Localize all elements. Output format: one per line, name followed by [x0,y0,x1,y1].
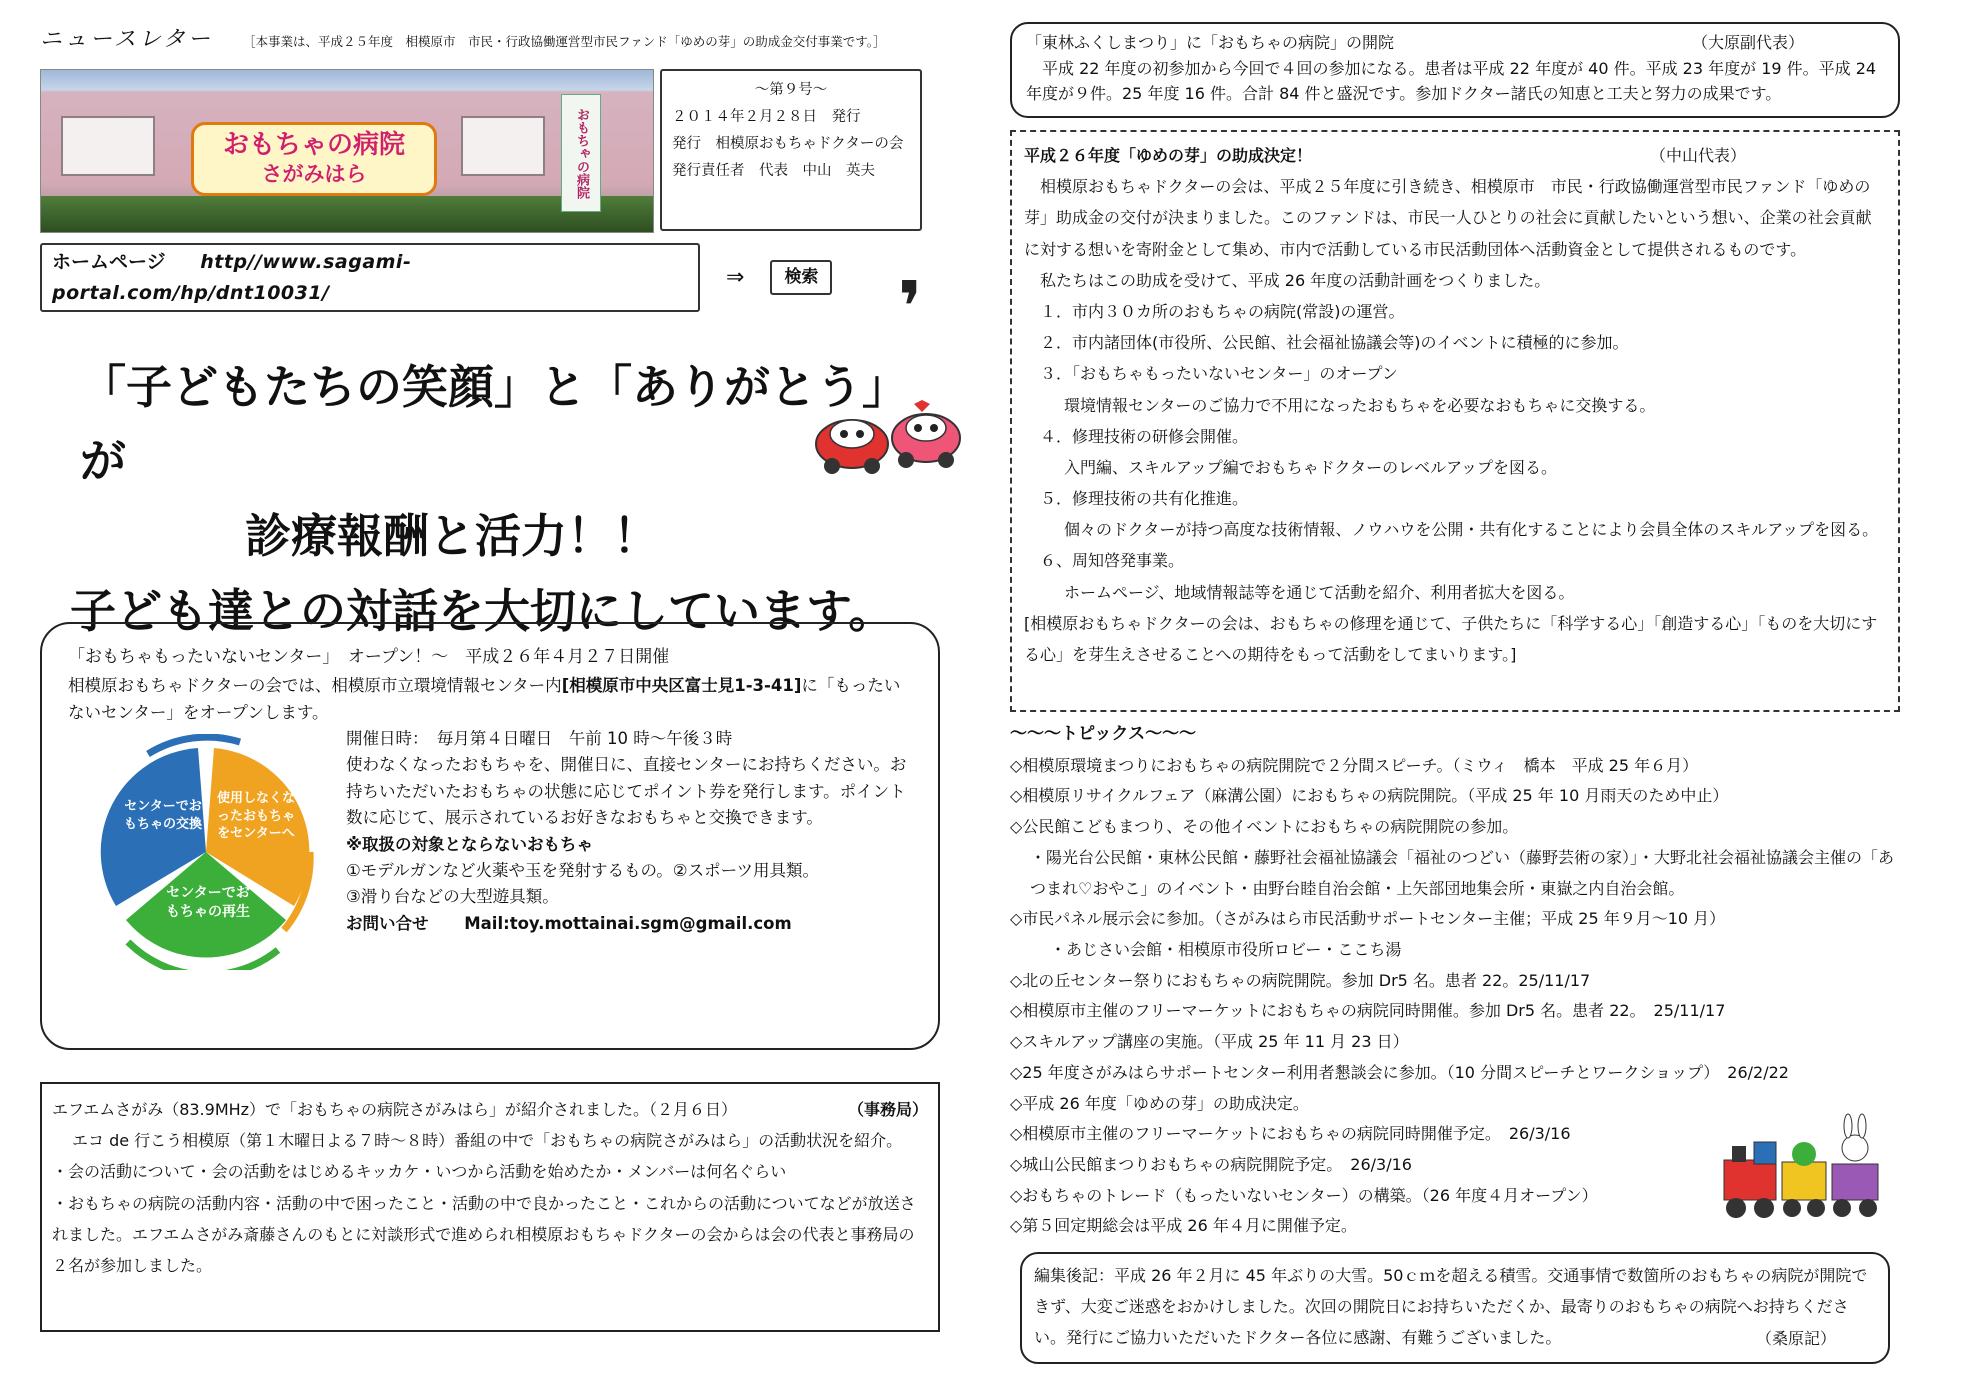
homepage-row [40,243,940,312]
fm-sagami-box [40,1082,940,1332]
mottainai-intro-text-2: に「もったいないセンター」をオープンします。 [68,676,901,722]
mottainai-desc: 使わなくなったおもちゃを、開催日に、直接センターにお持ちください。お持ちいただいたおもちゃの状態に応じてポイント券を発行します。ポイント数に応じて、展示されているお好きなおもちゃと交換できます。 [346,755,907,828]
fm-line-1: エコ de 行こう相模原（第１木曜日よる７時～８時）番組の中で「おもちゃの病院さがみはら」の活動状況を紹介。 [72,1131,903,1151]
topic-item: ◇おもちゃのトレード（もったいないセンター）の構築。（26 年度４月オープン） [1010,1185,1598,1205]
banner-flag-sign: おもちゃの病院 [561,94,601,212]
higashi-body: 平成 22 年度の初参加から今回で４回の参加になる。患者は平成 22 年度が 40 件。平成 23 年度が 19 件。平成 24 年度が９件。25 年度 16 件。合計 84 件と盛況です。参加ドクター諸氏の知恵と工夫と努力の成果です。 [1026,58,1877,104]
yumenome-para-1: 相模原おもちゃドクターの会は、平成２５年度に引き続き、相模原市 市民・行政協働運営型市民ファンド「ゆめの芽」助成金の交付が決まりました。このファンドは、市民一人ひとりの社会に貢献したいという想い、企業の社会貢献に対する想いを寄附金として集め、市内で活動している市民活動団体へ活動資金として提供されるものです。 [1024,177,1872,259]
plan-item-sub: 環境情報センターのご協力で不用になったおもちゃを必要なおもちゃに交換する。 [1064,395,1656,415]
contact-label: お問い合せ [346,913,429,933]
search-button[interactable]: 検索 [770,260,832,295]
topic-item: ◇相模原市主催のフリーマーケットにおもちゃの病院同時開催予定。 26/3/16 [1010,1124,1571,1144]
headline-line-1: 「子どもたちの笑顔」と「ありがとう」が [80,359,908,489]
postscript-text: 編集後記：平成 26 年２月に 45 年ぶりの大雪。50ｃｍを超える積雪。交通事情で数箇所のおもちゃの病院が開院できず、大変ご迷惑をおかけしました。次回の開院日にお持ちいただくか、最寄りのおもちゃの病院へお持ちください。発行にご協力いただいたドクター各位に感謝、有難うございました。 [1034,1266,1868,1348]
cycle-label-orange: 使用しなくなったおもちゃをセンターへ [216,790,295,842]
homepage-box[interactable] [40,243,700,312]
comma-mark-icon: ❜ [898,266,923,348]
plan-item [1024,483,1886,545]
mottainai-center-box [40,622,940,1050]
topic-item: ◇公民館こどもまつり、その他イベントにおもちゃの病院開院の参加。 [1010,817,1519,837]
mottainai-intro-text: 相模原おもちゃドクターの会では、相模原市立環境情報センター内 [68,676,562,696]
building-window [461,116,545,176]
topic-item: ◇第５回定期総会は平成 26 年４月に開催予定。 [1010,1216,1357,1236]
homepage-url[interactable]: http//www.sagami-portal.com/hp/dnt10031/ [52,251,412,304]
mottainai-address: [相模原市中央区富士見1-3-41] [561,676,802,696]
mottainai-intro [68,673,912,726]
issue-publisher: 発行 相模原おもちゃドクターの会 [672,135,904,152]
plan-item-sub: ホームページ、地域情報誌等を通じて活動を紹介、利用者拡大を図る。 [1064,582,1575,602]
yumenome-para-2: 私たちはこの助成を受けて、平成 26 年度の活動計画をつくりました。 [1040,270,1551,290]
plan-item-head: ２．市内諸団体(市役所、公民館、社会福祉協議会等)のイベントに積極的に参加。 [1040,333,1629,353]
banner-photo [40,69,654,233]
toy-cars-illustration [810,392,970,482]
building-window [61,116,155,176]
yumenome-title: 平成２６年度「ゆめの芽」の助成決定！ [1024,146,1313,165]
mottainai-schedule: 開催日時： 毎月第４日曜日 午前 10 時～午後３時 [346,728,733,748]
right-arrow-icon: ⇒ [726,264,745,290]
fm-title: エフエムさがみ（83.9MHz）で「おもちゃの病院さがみはら」が紹介されました。（２月６日） [52,1100,738,1119]
topic-item: ◇スキルアップ講座の実施。（平成 25 年 11 月 23 日） [1010,1032,1409,1052]
issue-editor: 発行責任者 代表 中山 英夫 [672,162,875,179]
toy-train-illustration [1718,1112,1886,1232]
plan-item-sub: 入門編、スキルアップ編でおもちゃドクターのレベルアップを図る。 [1064,457,1557,477]
train-engine-icon [1724,1142,1776,1218]
plan-item [1024,327,1886,358]
topic-item: ◇城山公民館まつりおもちゃの病院開院予定。 26/3/16 [1010,1154,1412,1174]
bunny-car-icon [1832,1114,1878,1217]
masthead [40,22,940,57]
toy-hospital-logo [191,122,437,196]
plan-item-head: ６、周知啓発事業。 [1040,551,1185,571]
plan-item [1024,421,1886,483]
mottainai-body [68,726,912,937]
contact-row [346,911,912,937]
yumenome-closing: [相模原おもちゃドクターの会は、おもちゃの修理を通じて、子供たちに「科学する心」「創造する心」「ものを大切にする心」を芽生えさせることへの期待をもって活動をしてまいります。] [1024,613,1878,664]
topic-item: ◇25 年度さがみはらサポートセンター利用者懇談会に参加。（10 分間スピーチとワークショップ） 26/2/22 [1010,1062,1789,1082]
excluded-item-1: ①モデルガンなど火薬や玉を発射するもの。②スポーツ用具類。 [346,860,819,880]
topic-item: ・あじさい会館・相模原市役所ロビー・ここち湯 [1050,939,1402,959]
fm-line-3: ・おもちゃの病院の活動内容・活動の中で困ったこと・活動の中で良かったこと・これからの活動についてなどが放送されました。エフエムさがみ斎藤さんのもとに対談形式で進められ相模原おもちゃドクターの会からは会の代表と事務局の２名が参加しました。 [52,1193,916,1275]
logo-line-1: おもちゃの病院 [222,130,405,161]
plan-item-sub: 個々のドクターが持つ高度な技術情報、ノウハウを公開・共有化することにより会員全体のスキルアップを図る。 [1064,520,1879,540]
topics-heading: ～～～トピックス～～～ [1010,724,1197,744]
banner-row [40,69,940,233]
postscript-signature: （桑原記） [1755,1328,1836,1348]
excluded-item-2: ③滑り台などの大型遊具類。 [346,887,559,907]
plan-item-head: ４．修理技術の研修会開催。 [1040,426,1249,446]
cycle-label-green: センターでおもちゃの再生 [166,884,250,920]
higashi-title: 「東林ふくしまつり」に「おもちゃの病院」の開院 [1026,33,1395,52]
mottainai-title: 「おもちゃもったいないセンター」 オープン！～ 平成２６年４月２７日開催 [68,647,670,667]
plan-item [1024,545,1886,607]
logo-line-2: さがみはら [261,162,367,187]
funding-note: ［本事業は、平成２５年度 相模原市 市民・行政協働運営型市民ファンド「ゆめの芽」の助成金交付事業です。］ [243,34,886,49]
activity-plan-list [1024,296,1886,608]
contact-mail-link[interactable]: Mail:toy.mottainai.sgm@gmail.com [464,913,792,933]
recycle-cycle-diagram [88,734,324,970]
topic-item: ◇相模原環境まつりにおもちゃの病院開院で２分間スピーチ。（ミウィ 橋本 平成 25 年６月） [1010,755,1699,775]
plan-item [1024,358,1886,420]
higashi-title-row [1026,30,1884,56]
editors-postscript-box [1020,1252,1890,1364]
cycle-label-blue: センターでおもちゃの交換 [124,798,202,832]
pink-car-icon [892,400,960,468]
right-column [1010,22,1900,1367]
headline [40,350,940,648]
topic-item: ◇市民パネル展示会に参加。（さがみはら市民活動サポートセンター主催；平成 25 年９月～10 月） [1010,909,1726,929]
issue-date: ２０１４年２月２８日 発行 [672,109,861,125]
yumenome-title-row [1024,140,1886,171]
homepage-label: ホームページ [52,251,166,274]
headline-line-2: 診療報酬と活力！！ [245,509,659,563]
higashi-author: （大原副代表） [1691,33,1804,52]
plan-item-head: ３．「おもちゃもったいないセンター」のオープン [1040,364,1398,384]
newsletter-title: ニュースレター [40,27,214,52]
fm-line-2: ・会の活動について・会の活動をはじめるキッカケ・いつから活動を始めたか・メンバーは何名ぐらい [52,1162,787,1182]
fm-title-row [52,1094,928,1125]
train-car-icon [1782,1142,1826,1217]
higashi-festival-box [1010,22,1900,118]
topic-item: ◇相模原市主催のフリーマーケットにおもちゃの病院同時開催。参加 Dr5 名。患者 22。 25/11/17 [1010,1001,1726,1021]
headline-line-3: 子ども達との対話を大切にしています。 [70,583,895,638]
topic-item: ◇平成 26 年度「ゆめの芽」の助成決定。 [1010,1093,1309,1113]
issue-info-box [660,69,922,231]
topic-item: ・陽光台公民館・東林公民館・藤野社会福祉協議会「福祉のつどい（藤野芸術の家）」・大野北社会福祉協議会主催の「あつまれ♡おやこ」のイベント・由野台睦自治会館・上矢部団地集会所・東嶽之内自治会館。 [1030,847,1895,898]
issue-number: ～第９号～ [754,82,828,99]
plan-item-head: ５．修理技術の共有化推進。 [1040,489,1249,509]
topic-item: ◇相模原リサイクルフェア（麻溝公園）におもちゃの病院開院。（平成 25 年 10 月雨天のため中止） [1010,786,1729,806]
plan-item-head: １．市内３０カ所のおもちゃの病院(常設)の運営。 [1040,301,1405,321]
yumenome-author: （中山代表） [1649,146,1746,165]
red-car-icon [816,420,888,474]
plan-item [1024,296,1886,327]
excluded-heading: ※取扱の対象とならないおもちゃ [346,834,594,854]
left-column [40,22,940,1367]
fm-source: （事務局） [847,1100,928,1119]
yumenome-grant-box [1010,130,1900,712]
topic-item: ◇北の丘センター祭りにおもちゃの病院開院。参加 Dr5 名。患者 22。25/11/17 [1010,970,1591,990]
